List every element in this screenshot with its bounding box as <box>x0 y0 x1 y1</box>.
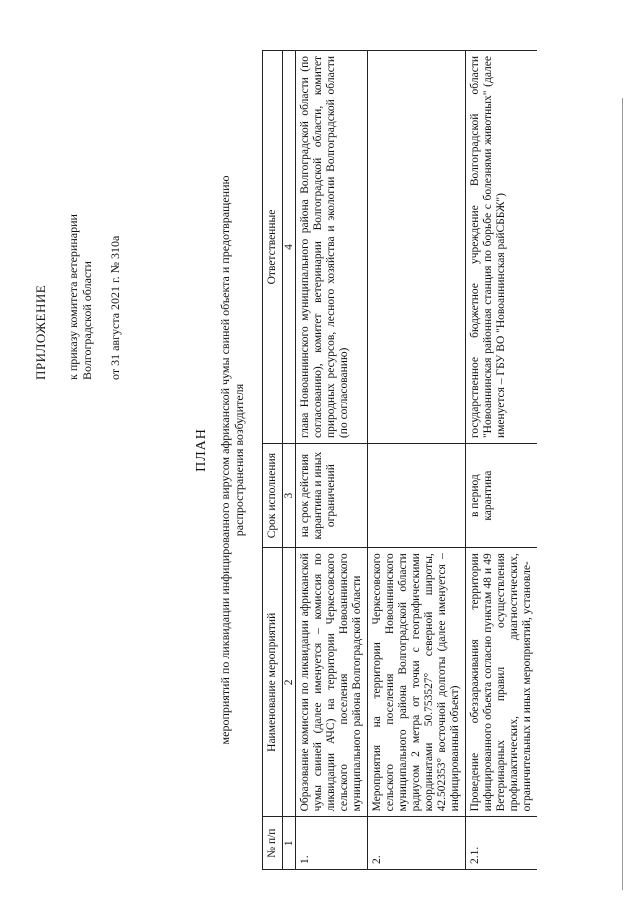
plan-subtitle-line: распространения возбудителя <box>232 383 246 537</box>
column-index: 2 <box>283 548 296 817</box>
table-row <box>466 51 538 870</box>
appendix-title: ПРИЛОЖЕНИЕ <box>33 284 48 380</box>
column-index-row <box>283 51 296 870</box>
table-row <box>368 51 466 870</box>
header-responsible: Ответственные <box>263 51 283 444</box>
row-number: 2.1. <box>466 817 538 870</box>
appendix-line: к приказу комитета ветеринарии <box>66 214 80 380</box>
row-term: в период карантина <box>466 444 538 548</box>
row-responsible <box>368 51 466 444</box>
appendix-line: Волгоградской области <box>80 261 94 380</box>
table-header-row <box>263 51 283 870</box>
column-index: 3 <box>283 444 296 548</box>
appendix-block <box>34 60 122 380</box>
plan-title: ПЛАН <box>194 428 209 472</box>
plan-subtitle-line: мероприятий по ликвидации инфицированного вирусом африканской чумы свиней объекта и предотвращению <box>218 175 232 745</box>
row-responsible: глава Новоаннинского муниципального района Волгоградской области (по согласованию), комитет ветеринарии Волгоградской области, комитет природных ресурсов, лесного хозяйства и экологии Волгоградской области (по согласованию) <box>296 51 368 444</box>
appendix-date: от 31 августа 2021 г. № 310а <box>108 235 122 380</box>
row-measure: Проведение обеззараживания территории инфицированного объекта согласно пунктам 48 и 49 Ветеринарных правил осуществления профилактических, диагностических, ограничительных и иных мероприятий, установле- <box>466 548 538 817</box>
row-term <box>368 444 466 548</box>
row-responsible: государственное бюджетное учреждение Волгоградской области "Новоаннинская районная станция по борьбе с болезнями животных" (далее именуется – ГБУ ВО "Новоаннинская райСББЖ") <box>466 51 538 444</box>
row-measure: Мероприятия на территории Черкесовского сельского поселения Новоаннинского муниципального района Волгоградской области радиусом 2 метра от точки с географическими координатами 50.753527° северной широты, 42.502353° восточной долготы (далее именуется – инфицированный объект) <box>368 548 466 817</box>
column-index: 1 <box>283 817 296 870</box>
plan-subtitle <box>218 70 246 850</box>
table-row <box>296 51 368 870</box>
row-measure: Образование комиссии по ликвидации африканской чумы свиней (далее именуется – комиссия по ликвидации АЧС) на территории Черкесовского сельского поселения Новоаннинского муниципального района Волгоградской области <box>296 548 368 817</box>
row-number: 1. <box>296 817 368 870</box>
header-measure: Наименование мероприятий <box>263 548 283 817</box>
header-number: № п/п <box>263 817 283 870</box>
column-index: 4 <box>283 51 296 444</box>
row-number: 2. <box>368 817 466 870</box>
rotated-content <box>10 20 630 880</box>
row-term: на срок действия карантина и иных ограничений <box>296 444 368 548</box>
header-term: Срок исполнения <box>263 444 283 548</box>
plan-table <box>262 50 537 870</box>
